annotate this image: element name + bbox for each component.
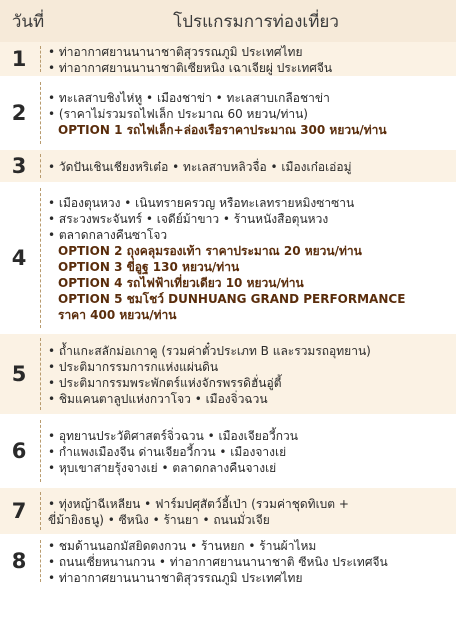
day-program <box>38 488 456 534</box>
program-line: • วัดปันเชินเชียงหริเต๋อ • ทะเลสาบหลิวจื่อ • เมืองเก๋อเอ่อมู่ <box>48 160 352 174</box>
day-row <box>0 334 456 416</box>
day-number: 5 <box>11 362 27 386</box>
program-line: • (ราคาไม่รวมรถไฟเล็ก ประมาณ 60 หยวน/ท่าน) <box>48 107 308 121</box>
header-day: วันที่ <box>11 11 45 32</box>
program-line: • อุทยานประวัติศาสตร์จิ่วฉวน • เมืองเจียอวี้กวน <box>48 429 298 443</box>
row-divider <box>40 82 41 144</box>
day-number: 7 <box>11 499 27 523</box>
option-line: ราคา 400 หยวน/ท่าน <box>58 308 177 322</box>
day-number: 8 <box>11 549 27 573</box>
day-program <box>38 78 456 148</box>
row-divider <box>40 492 41 530</box>
program-line: • ท่าอากาศยานนานาชาติเซียหนิง เฉาเจียผู่ ประเทศจีน <box>48 61 333 75</box>
day-number: 3 <box>11 154 27 178</box>
itinerary-rows <box>0 42 456 588</box>
program-line: • ท่าอากาศยานนานาชาติสุวรรณภูมิ ประเทศไทย <box>48 45 303 59</box>
program-line: • ทะเลสาบชิงไห่หู • เมืองชาข่า • ทะเลสาบเกลือชาข่า <box>48 91 330 105</box>
day-row <box>0 42 456 78</box>
program-line: • ประติมากรรมพระพักตร์แห่งจักรพรรดิฮั่นอู่ตี้ <box>48 376 282 390</box>
program-line: • ประติมากรรมการกแห่งแผ่นดิน <box>48 360 219 374</box>
program-line: • หุบเขาสายรุ้งจางเย่ • ตลาดกลางคืนจางเย่ <box>48 461 277 475</box>
program-line: • ถ้ำแกะสลักม่อเกาคู (รวมค่าตั๋วประเภท B และรวมรถอุทยาน) <box>48 344 371 358</box>
day-number: 2 <box>11 101 27 125</box>
program-line: • ชิมแคนตาลูปแห่งกวาโจว • เมืองจิ่วฉวน <box>48 392 268 406</box>
row-divider <box>40 154 41 178</box>
program-line: • เมืองตุนหวง • เนินทรายครวญ หรือทะเลทรายหมิงซาซาน <box>48 196 355 210</box>
day-number: 4 <box>11 246 27 270</box>
day-row <box>0 488 456 536</box>
program-line: • ถนนเซี่ยหนานกวน • ท่าอากาศยานนานาชาติ ซีหนิง ประเทศจีน <box>48 555 388 569</box>
option-line: OPTION 3 ขี่อูฐ 130 หยวน/ท่าน <box>58 260 240 274</box>
row-divider <box>40 420 41 482</box>
day-program <box>38 184 456 332</box>
day-row <box>0 184 456 334</box>
program-line: ขี่ม้ายิงธนู) • ซีหนิง • ร้านยา • ถนนมั่วเจีย <box>48 513 270 527</box>
option-line: OPTION 1 รถไฟเล็ก+ล่องเรือราคาประมาณ 300 หยวน/ท่าน <box>58 123 387 137</box>
day-number: 1 <box>11 47 27 71</box>
program-line: • สระวงพระจันทร์ • เจดีย์ม้าขาว • ร้านหนังสือตุนหวง <box>48 212 329 226</box>
day-program <box>38 150 456 182</box>
day-program <box>38 536 456 586</box>
program-line: • กำแพงเมืองจีน ด่านเจียอวี้กวน • เมืองจางเย่ <box>48 445 287 459</box>
option-line: OPTION 4 รถไฟฟ้าเที่ยวเดียว 10 หยวน/ท่าน <box>58 276 304 290</box>
option-line: OPTION 2 ถุงคลุมรองเท้า ราคาประมาณ 20 หยวน/ท่าน <box>58 244 362 258</box>
program-line: • ตลาดกลางคืนซาโจว <box>48 228 168 242</box>
program-line: • ชมด้านนอกมัสยิดตงกวน • ร้านหยก • ร้านผ้าไหม <box>48 539 317 553</box>
day-program <box>38 334 456 414</box>
day-program <box>38 416 456 486</box>
day-number: 6 <box>11 439 27 463</box>
row-divider <box>40 338 41 410</box>
day-row <box>0 150 456 184</box>
program-line: • ท่าอากาศยานนานาชาติสุวรรณภูมิ ประเทศไทย <box>48 571 303 585</box>
day-row <box>0 416 456 488</box>
day-program <box>38 42 456 76</box>
row-divider <box>40 188 41 328</box>
day-row <box>0 78 456 150</box>
day-row <box>0 536 456 588</box>
row-divider <box>40 540 41 582</box>
header-program: โปรแกรมการท่องเที่ยว <box>173 11 339 32</box>
table-header <box>0 0 456 42</box>
option-line: OPTION 5 ชมโชว์ DUNHUANG GRAND PERFORMANCE <box>58 292 406 306</box>
row-divider <box>40 46 41 72</box>
program-line: • ทุ่งหญ้าฉีเหลียน • ฟาร์มปศุสัตว์อี้เป่า (รวมค่าชุดทิเบต + <box>48 497 349 511</box>
